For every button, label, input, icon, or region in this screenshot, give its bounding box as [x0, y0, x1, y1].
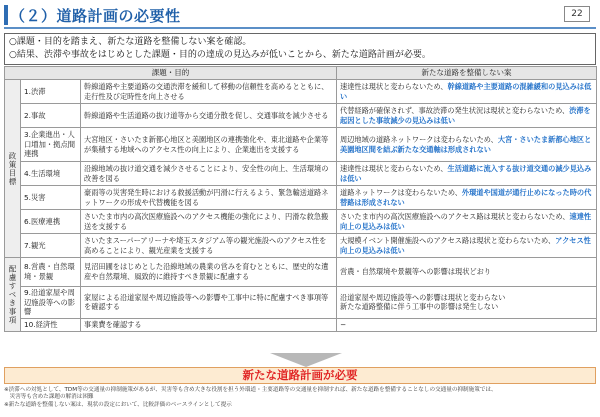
row-item-label: 5.災害 [21, 186, 81, 210]
table-row [5, 318, 597, 331]
row-item-label: 9.沿道家屋や周辺施設等への影響 [21, 287, 81, 319]
evaluation-text-extra: 新たな道路整備に伴う工事中の影響は発生しない [340, 302, 499, 312]
row-evaluation [337, 210, 597, 234]
row-purpose: さいたま市内の高次医療施設へのアクセス機能の強化により、円滑な救急搬送を支援する [81, 210, 337, 234]
note-line-1: ※渋滞への対処として、TDM等の交通量の抑制施策があるが、災害等も含め大きな役割を担う外環道・主要道路等の交通量を抑制すれば、新たな道路を整備することなしの交通量の抑制施策では、 [4, 387, 497, 393]
row-purpose: さいたまスーパーアリーナや埼玉スタジアム等の観光施設へのアクセス性を高めることにより、観光産業を支援する [81, 234, 337, 258]
row-item-label: 2.事故 [21, 104, 81, 128]
evaluation-text: 沿道家屋や周辺施設等への影響は現状と変わらない [340, 292, 506, 302]
row-evaluation [337, 186, 597, 210]
row-purpose: 家屋による沿道家屋や周辺施設等への影響や工事中に特に配慮すべき事項等を確認する [81, 287, 337, 319]
evaluation-text: 代替経路が確保されず、事故渋滞の発生状況は現状と変わらないため、 [340, 105, 570, 115]
row-evaluation [337, 104, 597, 128]
conclusion-banner: 新たな道路計画が必要 [4, 367, 596, 384]
row-purpose: 見沼田圃をはじめとした沿線地域の農業の営みを育むとともに、歴史的な遺産や自然環境、風致的に維持すべき景観に配慮する [81, 258, 337, 287]
evaluation-highlight: 生活道路に流入する抜け道交通の減少見込みは低い [340, 163, 592, 183]
evaluation-table [4, 66, 597, 332]
group-policy-goals: 政策目標 [5, 80, 21, 258]
evaluation-highlight: アクセス性向上の見込みは低い [340, 235, 591, 255]
evaluation-highlight: 幹線道路や主要道路の混雑緩和の見込みは低い [340, 81, 592, 101]
evaluation-text: さいたま市内の高次医療施設へのアクセス路は現状と変わらないため、 [340, 211, 570, 221]
row-evaluation [337, 258, 597, 287]
table-row [5, 80, 597, 104]
table-row [5, 258, 597, 287]
row-item-label: 3.企業進出・人口増加・拠点間連携 [21, 128, 81, 162]
table-row [5, 287, 597, 319]
evaluation-highlight: 大宮・さいたま新都心地区と美園地区間を結ぶ新たな交通軸は形成されない [340, 134, 592, 154]
row-purpose: 沿線地域の抜け道交通を減少させることにより、安全性の向上、生活環境の改善を図る [81, 162, 337, 186]
row-evaluation [337, 287, 597, 319]
row-evaluation [337, 234, 597, 258]
evaluation-highlight: 速達性向上の見込みは低い [340, 211, 592, 231]
page-number: 22 [564, 6, 590, 22]
header-accent-bar [4, 5, 8, 25]
row-purpose: 幹線道路や生活道路の抜け道等から交通分散を促し、交通事故を減少させる [81, 104, 337, 128]
row-purpose: 大宮地区・さいたま新都心地区と美園地区の連携強化や、東北道路や企業等が集積する地域へのアクセス性の向上により、企業進出を支援する [81, 128, 337, 162]
row-item-label: 6.医療連携 [21, 210, 81, 234]
row-item-label: 1.渋滞 [21, 80, 81, 104]
row-evaluation [337, 162, 597, 186]
table-row [5, 186, 597, 210]
note-line-3: ※新たな道路を整備しない案は、現状の設定において、比較評価のベースラインとして提示 [4, 402, 232, 408]
evaluation-text: 速達性は現状と変わらないため、 [340, 163, 448, 173]
evaluation-highlight: 渋滞を起因とした事故減少の見込みは低い [340, 105, 591, 125]
evaluation-text: 周辺地域の道路ネットワークは変わらないため、 [340, 134, 498, 144]
evaluation-text: 営農・自然環境や景観等への影響は現状どおり [340, 267, 491, 277]
evaluation-text: − [340, 319, 347, 329]
table-row [5, 128, 597, 162]
row-purpose: 幹線道路や主要道路の交通渋滞を緩和して移動の信頼性を高めるとともに、走行性及び定時性を向上させる [81, 80, 337, 104]
row-purpose: 事業費を確認する [81, 318, 337, 331]
evaluation-highlight: 外環道や国道が通行止めになった時の代替路は形成されない [340, 187, 592, 207]
evaluation-text: 大規模イベント開催施設へのアクセス路は現状と変わらないため、 [340, 235, 556, 245]
page-header [4, 3, 596, 29]
table-row [5, 210, 597, 234]
row-evaluation [337, 318, 597, 331]
intro-line-1: ○課題・目的を踏まえ、新たな道路を整備しない案を確認。 [9, 37, 252, 47]
down-arrow-icon [270, 353, 342, 367]
evaluation-text: 速達性は現状と変わらないため、 [340, 81, 448, 91]
row-item-label: 4.生活環境 [21, 162, 81, 186]
evaluation-text: 道路ネットワークは変わらないため、 [340, 187, 462, 197]
group-considerations: 配慮すべき事項 [5, 258, 21, 332]
intro-line-2: ○結果、渋滞や事故をはじめとした課題・目的の達成の見込みが低いことから、新たな道路計画が必要。 [9, 50, 431, 60]
row-item-label: 10.経済性 [21, 318, 81, 331]
header-no-road-plan: 新たな道路を整備しない案 [337, 67, 597, 80]
row-purpose: 豪雨等の災害発生時における救援活動が円滑に行えるよう、緊急輸送道路ネットワークの形成や代替機能を図る [81, 186, 337, 210]
row-item-label: 8.営農・自然環境・景観 [21, 258, 81, 287]
table-row [5, 162, 597, 186]
table-row [5, 104, 597, 128]
row-evaluation [337, 128, 597, 162]
row-evaluation [337, 80, 597, 104]
note-line-2: 災害等も含めた課題の解消は困難 [4, 394, 94, 400]
intro-box [4, 33, 596, 65]
header-purpose: 課題・目的 [5, 67, 337, 80]
table-row [5, 234, 597, 258]
row-item-label: 7.観光 [21, 234, 81, 258]
page-title: （２）道路計画の必要性 [10, 6, 181, 25]
